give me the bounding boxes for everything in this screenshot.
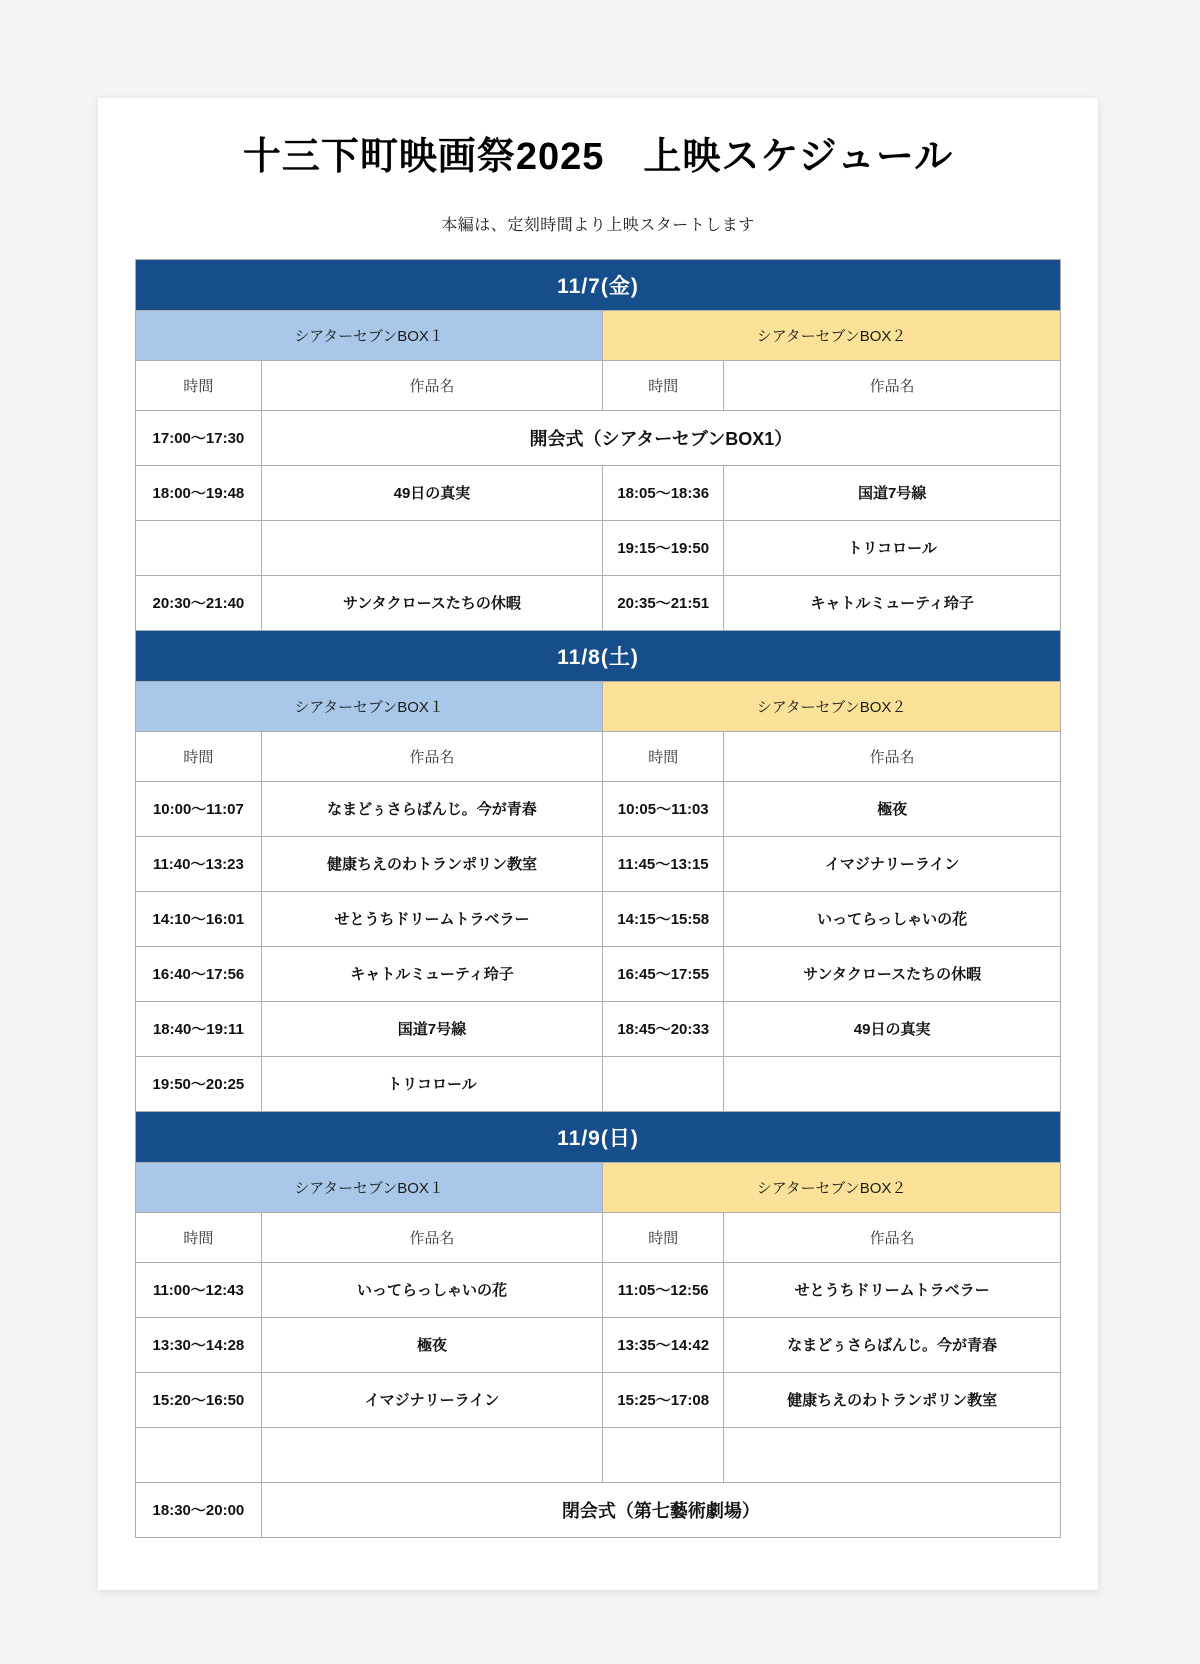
screening-row — [136, 1001, 1061, 1056]
day-label: 11/9(日) — [136, 1111, 1061, 1162]
page-title: 十三下町映画祭2025 上映スケジュール — [242, 136, 954, 178]
column-header-time: 時間 — [136, 731, 262, 781]
day-label: 11/7(金) — [136, 259, 1061, 310]
ceremony-row — [136, 410, 1061, 465]
screening-row — [136, 781, 1061, 836]
film-title-cell: イマジナリーライン — [261, 1372, 602, 1427]
theater-box2-label: シアターセブンBOX２ — [603, 681, 1061, 731]
column-header-title: 作品名 — [724, 731, 1061, 781]
time-cell: 19:15～19:50 — [603, 520, 724, 575]
theater-header-row — [136, 681, 1061, 731]
theater-box1-label: シアターセブンBOX１ — [136, 681, 603, 731]
time-cell: 11:45～13:15 — [603, 836, 724, 891]
column-header-title: 作品名 — [261, 360, 602, 410]
ceremony-row — [136, 1482, 1061, 1537]
time-cell: 14:15～15:58 — [603, 891, 724, 946]
column-header-time: 時間 — [603, 731, 724, 781]
ceremony-title-cell: 開会式（シアターセブンBOX1） — [261, 410, 1060, 465]
film-title-cell: 49日の真実 — [261, 465, 602, 520]
screening-row — [136, 520, 1061, 575]
film-title-cell: 健康ちえのわトランポリン教室 — [724, 1372, 1061, 1427]
schedule-table-body — [136, 259, 1061, 1537]
time-cell: 11:40～13:23 — [136, 836, 262, 891]
time-cell — [603, 1427, 724, 1482]
theater-box2-label: シアターセブンBOX２ — [603, 1162, 1061, 1212]
screening-row — [136, 575, 1061, 630]
time-cell: 18:40～19:11 — [136, 1001, 262, 1056]
film-title-cell: イマジナリーライン — [724, 836, 1061, 891]
column-header-time: 時間 — [136, 1212, 262, 1262]
film-title-cell: 国道7号線 — [724, 465, 1061, 520]
theater-box1-label: シアターセブンBOX１ — [136, 310, 603, 360]
film-title-cell: 49日の真実 — [724, 1001, 1061, 1056]
film-title-cell: せとうちドリームトラベラー — [261, 891, 602, 946]
film-title-cell: 極夜 — [261, 1317, 602, 1372]
column-header-time: 時間 — [136, 360, 262, 410]
theater-header-row — [136, 310, 1061, 360]
time-cell: 11:05～12:56 — [603, 1262, 724, 1317]
theater-box2-label: シアターセブンBOX２ — [603, 310, 1061, 360]
screening-row — [136, 946, 1061, 1001]
time-cell: 15:25～17:08 — [603, 1372, 724, 1427]
time-cell: 13:30～14:28 — [136, 1317, 262, 1372]
film-title-cell: 健康ちえのわトランポリン教室 — [261, 836, 602, 891]
film-title-cell: せとうちドリームトラベラー — [724, 1262, 1061, 1317]
ceremony-title-cell: 閉会式（第七藝術劇場） — [261, 1482, 1060, 1537]
film-title-cell: キャトルミューティ玲子 — [261, 946, 602, 1001]
time-cell: 14:10～16:01 — [136, 891, 262, 946]
time-cell: 17:00～17:30 — [136, 410, 262, 465]
schedule-table — [135, 259, 1061, 1538]
screening-row — [136, 1262, 1061, 1317]
column-header-time: 時間 — [603, 1212, 724, 1262]
film-title-cell: 国道7号線 — [261, 1001, 602, 1056]
time-cell: 11:00～12:43 — [136, 1262, 262, 1317]
column-header-title: 作品名 — [261, 731, 602, 781]
time-cell: 10:00～11:07 — [136, 781, 262, 836]
schedule-page — [98, 98, 1098, 1590]
film-title-cell — [724, 1427, 1061, 1482]
time-cell: 18:05～18:36 — [603, 465, 724, 520]
time-cell: 20:30～21:40 — [136, 575, 262, 630]
film-title-cell: キャトルミューティ玲子 — [724, 575, 1061, 630]
column-header-row — [136, 1212, 1061, 1262]
time-cell: 13:35～14:42 — [603, 1317, 724, 1372]
page-subtitle: 本編は、定刻時間より上映スタートします — [441, 216, 755, 234]
screening-row — [136, 1056, 1061, 1111]
screening-row — [136, 465, 1061, 520]
time-cell: 15:20～16:50 — [136, 1372, 262, 1427]
time-cell: 18:00～19:48 — [136, 465, 262, 520]
column-header-title: 作品名 — [724, 1212, 1061, 1262]
column-header-time: 時間 — [603, 360, 724, 410]
day-header-row — [136, 630, 1061, 681]
film-title-cell: サンタクロースたちの休暇 — [724, 946, 1061, 1001]
film-title-cell: なまどぅさらばんじ。今が青春 — [261, 781, 602, 836]
film-title-cell: トリコロール — [261, 1056, 602, 1111]
film-title-cell: いってらっしゃいの花 — [261, 1262, 602, 1317]
day-header-row — [136, 259, 1061, 310]
column-header-row — [136, 360, 1061, 410]
screening-row — [136, 891, 1061, 946]
film-title-cell: サンタクロースたちの休暇 — [261, 575, 602, 630]
film-title-cell: トリコロール — [724, 520, 1061, 575]
film-title-cell — [261, 1427, 602, 1482]
screening-row — [136, 1317, 1061, 1372]
column-header-title: 作品名 — [261, 1212, 602, 1262]
column-header-row — [136, 731, 1061, 781]
day-label: 11/8(土) — [136, 630, 1061, 681]
time-cell: 19:50～20:25 — [136, 1056, 262, 1111]
screening-row — [136, 1372, 1061, 1427]
film-title-cell: なまどぅさらばんじ。今が青春 — [724, 1317, 1061, 1372]
time-cell: 20:35～21:51 — [603, 575, 724, 630]
screening-row — [136, 836, 1061, 891]
time-cell — [136, 1427, 262, 1482]
column-header-title: 作品名 — [724, 360, 1061, 410]
screening-row — [136, 1427, 1061, 1482]
time-cell: 18:45～20:33 — [603, 1001, 724, 1056]
theater-header-row — [136, 1162, 1061, 1212]
film-title-cell: 極夜 — [724, 781, 1061, 836]
day-header-row — [136, 1111, 1061, 1162]
film-title-cell — [724, 1056, 1061, 1111]
time-cell: 18:30～20:00 — [136, 1482, 262, 1537]
time-cell: 16:40～17:56 — [136, 946, 262, 1001]
film-title-cell — [261, 520, 602, 575]
time-cell: 16:45～17:55 — [603, 946, 724, 1001]
film-title-cell: いってらっしゃいの花 — [724, 891, 1061, 946]
time-cell — [603, 1056, 724, 1111]
time-cell — [136, 520, 262, 575]
time-cell: 10:05～11:03 — [603, 781, 724, 836]
theater-box1-label: シアターセブンBOX１ — [136, 1162, 603, 1212]
